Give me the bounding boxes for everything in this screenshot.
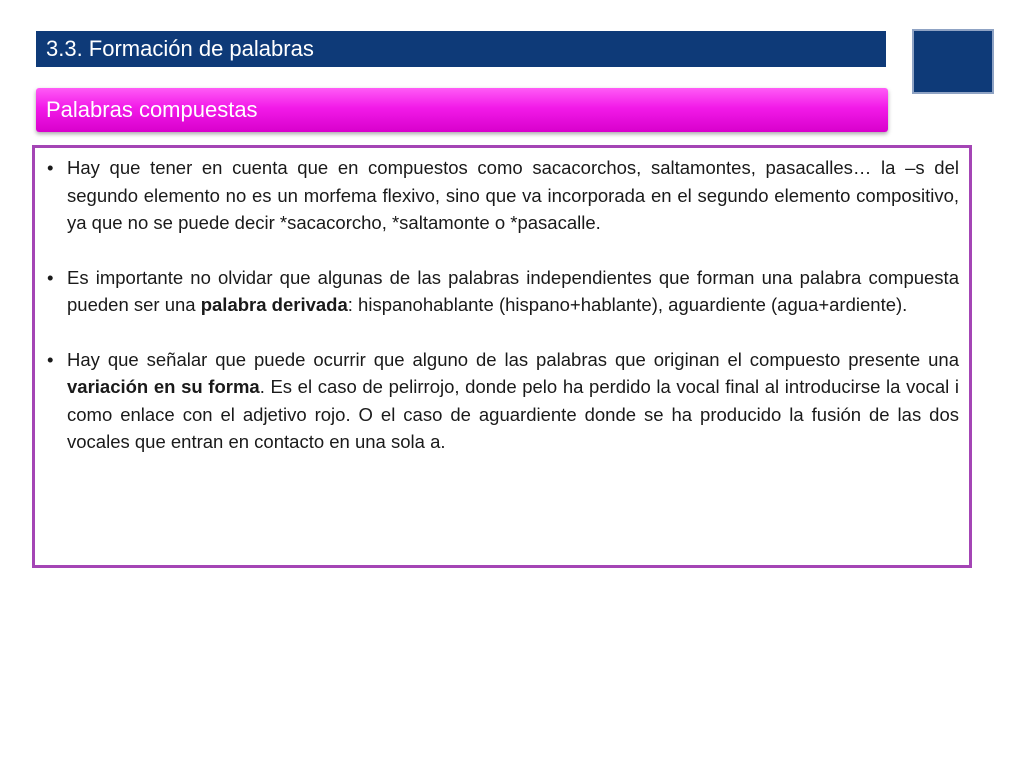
slide-subtitle: Palabras compuestas xyxy=(36,88,888,132)
decorative-corner-square xyxy=(912,29,994,94)
bullet-item-derived-word xyxy=(47,264,959,319)
bullet-text-before: Hay que señalar que puede ocurrir que alguno de las palabras que originan el compuesto presente una xyxy=(67,348,959,370)
bullet-text-bold: variación en su forma xyxy=(67,376,260,397)
bullet-text-bold: palabra derivada xyxy=(200,294,348,315)
slide-title: 3.3. Formación de palabras xyxy=(36,31,886,67)
bullet-text-before: Es importante no olvidar que algunas de las palabras independientes que forman una palabra compuesta pueden ser una xyxy=(67,266,959,315)
bullet-item-compound-plural-s xyxy=(47,154,959,237)
bullet-icon: • xyxy=(47,157,54,178)
bullet-icon: • xyxy=(47,266,54,288)
bullet-text-after: . Es el caso de pelirrojo, donde pelo ha perdido la vocal final al introducirse la vocal i como enlace con el adjetivo rojo. O el caso de aguardiente donde se ha producido la fusión de las dos vocales que entran en contacto en una sola a. xyxy=(67,376,959,452)
bullet-icon: • xyxy=(47,348,54,370)
bullet-item-form-variation xyxy=(47,346,959,456)
bullet-text: Hay que tener en cuenta que en compuestos como sacacorchos, saltamontes, pasacalles… la –s del segundo elemento no es un morfema flexivo, sino que va incorporada en el segundo elemento compositivo, ya que no se puede decir *sacacorcho, *saltamonte o *pasacalle. xyxy=(67,157,959,233)
bullet-text-after: : hispanohablante (hispano+hablante), aguardiente (agua+ardiente). xyxy=(347,294,908,315)
bullet-list xyxy=(47,154,959,456)
content-box xyxy=(32,145,972,568)
